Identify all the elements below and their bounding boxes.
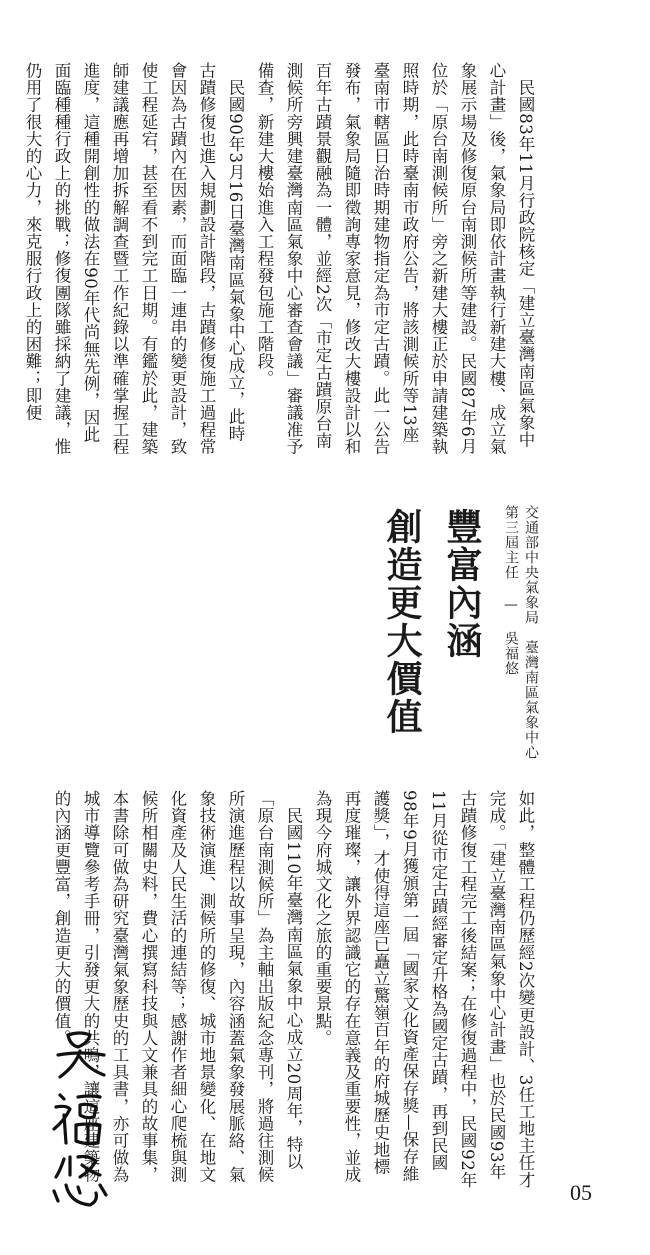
paragraph-1: 民國83年11月行政院核定「建立臺灣南區氣象中心計畫」後，氣象局即依計畫執行新建大樓、成立氣象展示場及修復原台南測候所等建設。民國87年6月位於「原台南測候所」旁之新建大樓正於申請建築執照時期，此時臺南市政府公告，將該測候所等13座臺南市轄區日治時期建物指定為市定古蹟。此一公告發布，氣象局隨即徵詢專家意見，修改大樓設計以和百年古蹟景觀融為一體，並經2次「市定古蹟原台南測候所旁興建臺灣南區氣象中心審查會議」審議准予備查，新建大樓始進入工程發包施工階段。	[255, 62, 535, 456]
lower-text-block	[52, 790, 540, 1190]
byline-organization: 交通部中央氣象局 臺灣南區氣象中心	[523, 505, 539, 760]
article-title-line-1: 豐富內涵	[441, 508, 483, 660]
paragraph-2: 民國90年3月16日臺灣南區氣象中心成立，此時古蹟修復也進入規劃設計階段，古蹟修復施工過程常會因為古蹟內在因素，而面臨一連串的變更設計，致使工程延宕，甚至看不到完工日期。有鑑於此，建築師建議應再增加拆解調查暨工作紀錄以準確掌握工程進度，這種開創性的做法在90年代尚無先例，因此面臨種種行政上的挑戰；修復團隊雖採納了建議，惟仍用了很大的心力，來克服行政上的困難；即便	[23, 62, 245, 456]
paragraph-3: 如此，整體工程仍歷經2次變更設計、3任工地主任才完成。「建立臺灣南區氣象中心計畫」也於民國93年古蹟修復工程完工後結案；在修復過程中，民國92年11月從市定古蹟經審定升格為國定古蹟，再到民國98年9月獲頒第一屆「國家文化資產保存獎—保存維護獎」，才使得這座已矗立驚嶺百年的府城歷史地標再度璀璨，讓外界認識它的存在意義及重要性，並成為現今府城文化之旅的重要景點。	[313, 790, 535, 1189]
page-number: 05	[570, 1180, 592, 1205]
upper-text-block	[23, 62, 540, 457]
article-title-line-2: 創造更大價值	[381, 508, 423, 736]
paragraph-4: 民國110年臺灣南區氣象中心成立20周年，特以「原台南測候所」為主軸出版紀念專刊，將過往測候所演進歷程以故事呈現，內容涵蓋氣象發展脈絡、氣象技術演進、測候所的修復、城市地景變化、在地文化資產及人民生活的連結等；感謝作者細心爬梳與測候所相關史料，費心撰寫科技與人文兼具的故事集，本書除可做為研究臺灣氣象歷史的工具書，亦可做為城市導覽參考手冊，引發更大的共鳴，讓這座建築物的內涵更豐富，創造更大的價值。	[52, 790, 303, 1184]
byline-author: 第三屆主任 — 吳福悠	[503, 505, 519, 676]
handwritten-signature	[30, 1025, 130, 1215]
